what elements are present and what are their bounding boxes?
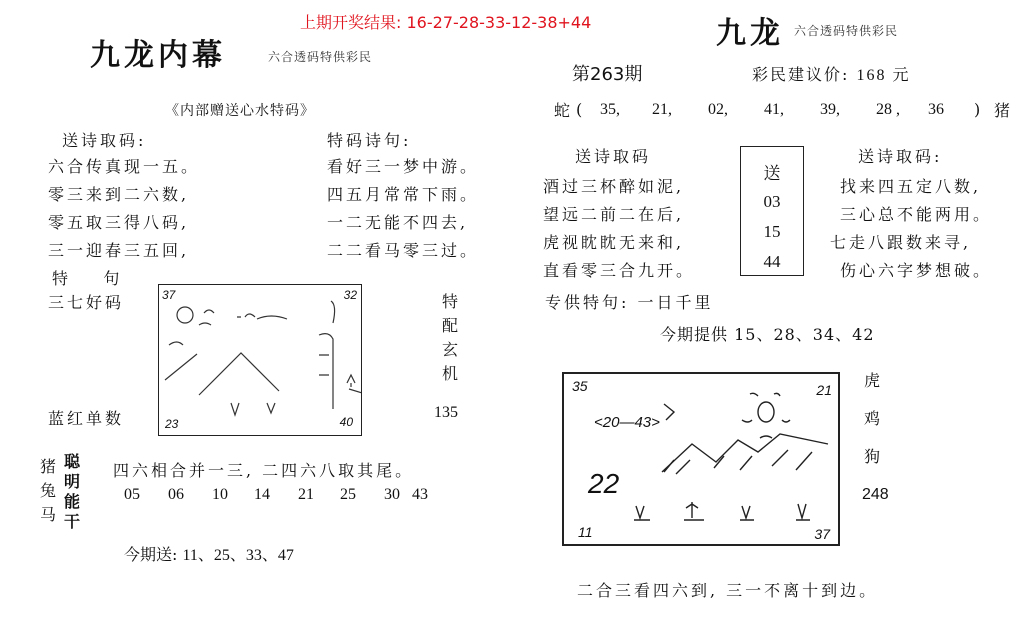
corner-tl: 37 [162,288,176,302]
right-poem-left-line: 酒过三杯醉如泥, [543,177,685,196]
left-side-vertical: 特 配 玄 机 [441,292,458,383]
gift-number: 44 [763,252,781,271]
price-value: 168 元 [856,67,911,84]
right-poem-left-label: 送诗取码 [575,147,652,166]
good-code-label: 三七好码 [48,293,125,312]
right-poem-left-line: 虎视眈眈无来和, [543,233,685,252]
today-provide: 今期提供 15、28、34、42 [660,325,875,344]
right-drawing-box [562,372,840,546]
today-gift [124,542,294,565]
last-result-numbers: 16-27-28-33-12-38+44 [406,13,592,32]
right-poem-left-line: 直看零三合九开。 [543,261,696,280]
left-drawing-sketch [159,285,361,435]
left-rhyme: 四六相合并一三, 二四六八取其尾。 [113,461,415,480]
today-gift-numbers: 11、25、33、47 [182,547,294,564]
special-phrase: 专供特句: 一日千里 [545,293,714,312]
right-poem-right-label: 送诗取码: [858,147,943,166]
left-side-number: 135 [434,404,458,421]
blue-red-label: 蓝红单数 [48,409,125,428]
corner-tl: 35 [572,378,588,394]
left-heading: 《内部赠送心水特码》 [165,103,315,119]
corner-br: 40 [339,415,353,429]
drawing-inner-text: <20—43> [594,414,660,431]
poem1-line: 三一迎春三五回, [48,241,190,260]
gift-number: 03 [763,192,781,211]
poem2-label: 特码诗句: [327,131,412,150]
bottom-rhyme: 二合三看四六到, 三一不离十到边。 [577,581,879,600]
corner-bl: 11 [578,524,593,540]
right-title: 九龙 [716,16,784,51]
right-side-number: 248 [862,486,889,503]
special-sentence-label: 特 句 [52,269,123,288]
corner-tr: 32 [343,288,357,302]
gift-box-label: 送 [763,164,781,184]
right-subtitle: 六合透码特供彩民 [794,24,899,38]
right-poem-right-line: 找来四五定八数, [840,177,982,196]
left-title: 九龙内幕 [90,38,226,73]
left-subtitle: 六合透码特供彩民 [268,50,373,64]
drawing-big-number: 22 [588,468,620,499]
right-poem-right-line: 伤心六字梦想破。 [840,261,993,280]
right-drawing-sketch [564,374,838,544]
gift-number: 15 [763,222,781,241]
price-label: 彩民建议价: [752,65,850,84]
poem1-line: 六合传真现一五。 [48,157,201,176]
poem2-line: 看好三一梦中游。 [327,157,480,176]
issue-number: 第263期 [572,64,643,85]
right-poem-right-line: 七走八跟数来寻, [830,233,972,252]
corner-br: 37 [814,526,830,542]
smart-column: 聪 明 能 干 [63,452,80,531]
corner-bl: 23 [165,417,179,431]
zodiac-number-row: 蛇 ( 35, 21, 02, 41, 39, 28 , 36 ) 猪 [554,100,1011,120]
poem1-line: 零五取三得八码, [48,213,190,232]
poem2-line: 四五月常常下雨。 [327,185,480,204]
today-gift-label: 今期送: [124,545,178,564]
right-side-vertical: 虎 鸡 狗 [863,371,880,466]
zodiac-column: 猪 兔 马 [39,457,56,524]
left-drawing-box [158,284,362,436]
gift-box [740,146,804,276]
right-poem-right-line: 三心总不能两用。 [840,205,993,224]
poem2-line: 二二看马零三过。 [327,241,480,260]
last-result-banner [300,10,591,33]
poem2-line: 一二无能不四去, [327,213,469,232]
right-poem-left-line: 望远二前二在后, [543,205,685,224]
corner-tr: 21 [816,382,832,398]
poem1-line: 零三来到二六数, [48,185,190,204]
last-result-label: 上期开奖结果: [300,13,402,32]
left-number-row: 05 06 10 14 21 25 30 43 [124,486,428,503]
price [752,62,911,85]
poem1-label: 送诗取码: [62,131,147,150]
